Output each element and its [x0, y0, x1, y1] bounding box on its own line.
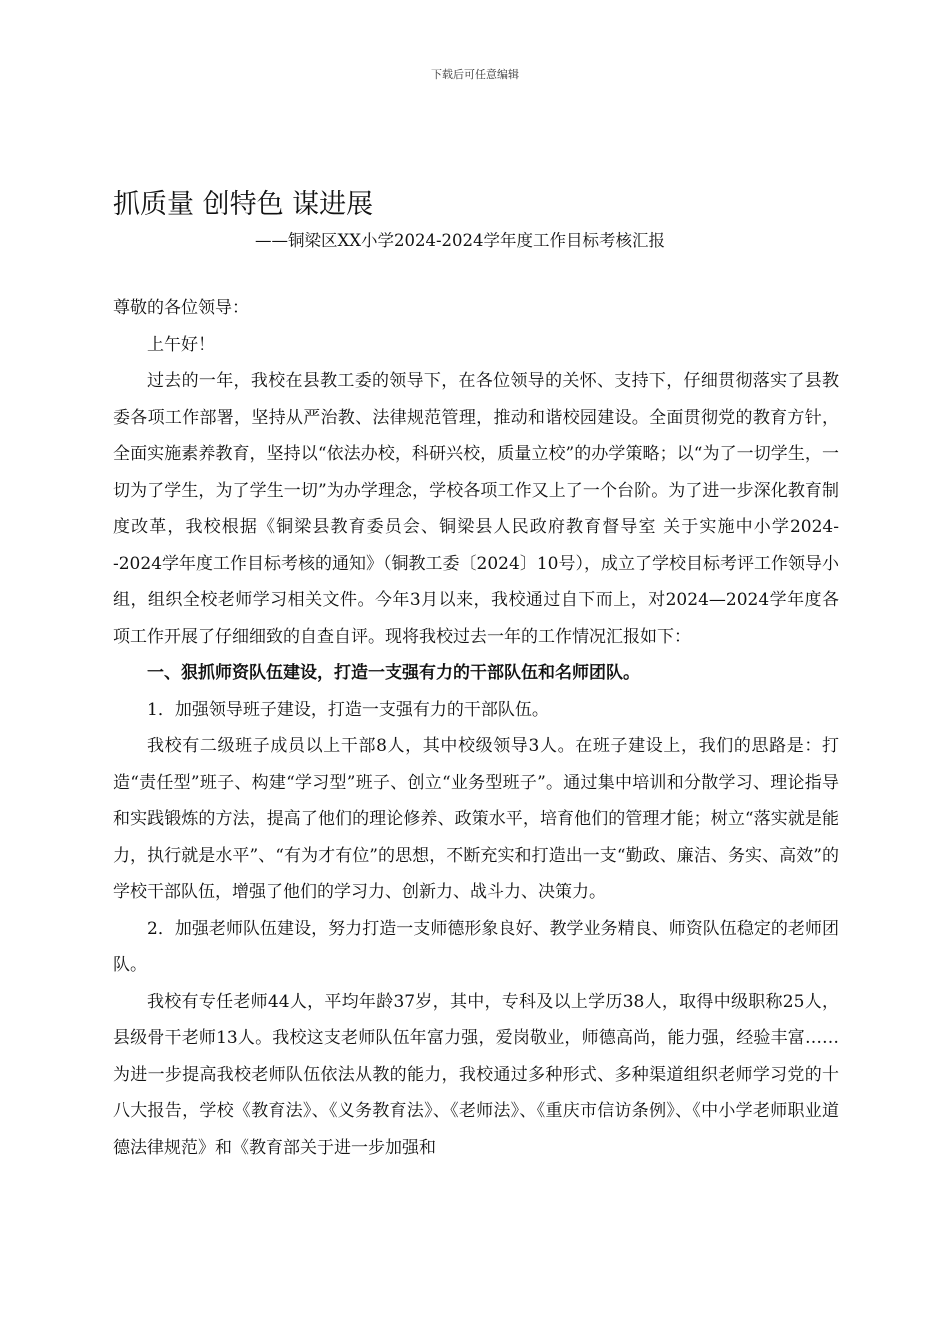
subsection-heading-1: 1．加强领导班子建设，打造一支强有力的干部队伍。 [147, 699, 549, 720]
salutation: 尊敬的各位领导： [113, 298, 249, 318]
section-heading-1: 一、狠抓师资队伍建设，打造一支强有力的干部队伍和名师团队。 [147, 663, 640, 683]
paragraph-teachers: 我校有专任老师44人，平均年龄37岁，其中，专科及以上学历38人，取得中级职称25人，县级骨干老师13人。我校这支老师队伍年富力强，爱岗敬业，师德高尚，能力强，经验丰富……为进一步提高我校老师队伍依法从教的能力，我校通过多种形式、多种渠道组织老师学习党的十八大报告，学校《教育法》、《义务教育法》、《老师法》、《重庆市信访条例》、《中小学老师职业道德法律规范》和《教育部关于进一步加强和 [113, 991, 839, 1158]
greeting: 上午好！ [147, 334, 215, 355]
document-subtitle: ——铜梁区XX小学2024-2024学年度工作目标考核汇报 [255, 231, 666, 250]
header-note: 下载后可任意编辑 [431, 68, 519, 81]
subsection-heading-2: 2．加强老师队伍建设，努力打造一支师德形象良好、教学业务精良、师资队伍稳定的老师团队。 [113, 918, 839, 975]
document-body [113, 290, 839, 1166]
document-title: 抓质量 创特色 谋进展 [113, 189, 374, 220]
paragraph-leadership: 我校有二级班子成员以上干部8人，其中校级领导3人。在班子建设上，我们的思路是：打造“责任型”班子、构建“学习型”班子、创立“业务型班子”。通过集中培训和分散学习、理论指导和实践锻炼的方法，提高了他们的理论修养、政策水平，培育他们的管理才能；树立“落实就是能力，执行就是水平”、“有为才有位”的思想，不断充实和打造出一支“勤政、廉洁、务实、高效”的学校干部队伍，增强了他们的学习力、创新力、战斗力、决策力。 [113, 736, 839, 902]
paragraph-intro: 过去的一年，我校在县教工委的领导下，在各位领导的关怀、支持下，仔细贯彻落实了县教委各项工作部署，坚持从严治教、法律规范管理，推动和谐校园建设。全面贯彻党的教育方针，全面实施素养教育，坚持以“依法办校，科研兴校，质量立校”的办学策略；以“为了一切学生，一切为了学生，为了学生一切”为办学理念，学校各项工作又上了一个台阶。为了进一步深化教育制度改革，我校根据《铜梁县教育委员会、铜梁县人民政府教育督导室 关于实施中小学2024--2024学年度工作目标考核的通知》（铜教工委〔2024〕10号），成立了学校目标考评工作领导小组，组织全校老师学习相关文件。今年3月以来，我校通过自下而上，对2024—2024学年度各项工作开展了仔细细致的自查自评。现将我校过去一年的工作情况汇报如下： [113, 371, 839, 647]
